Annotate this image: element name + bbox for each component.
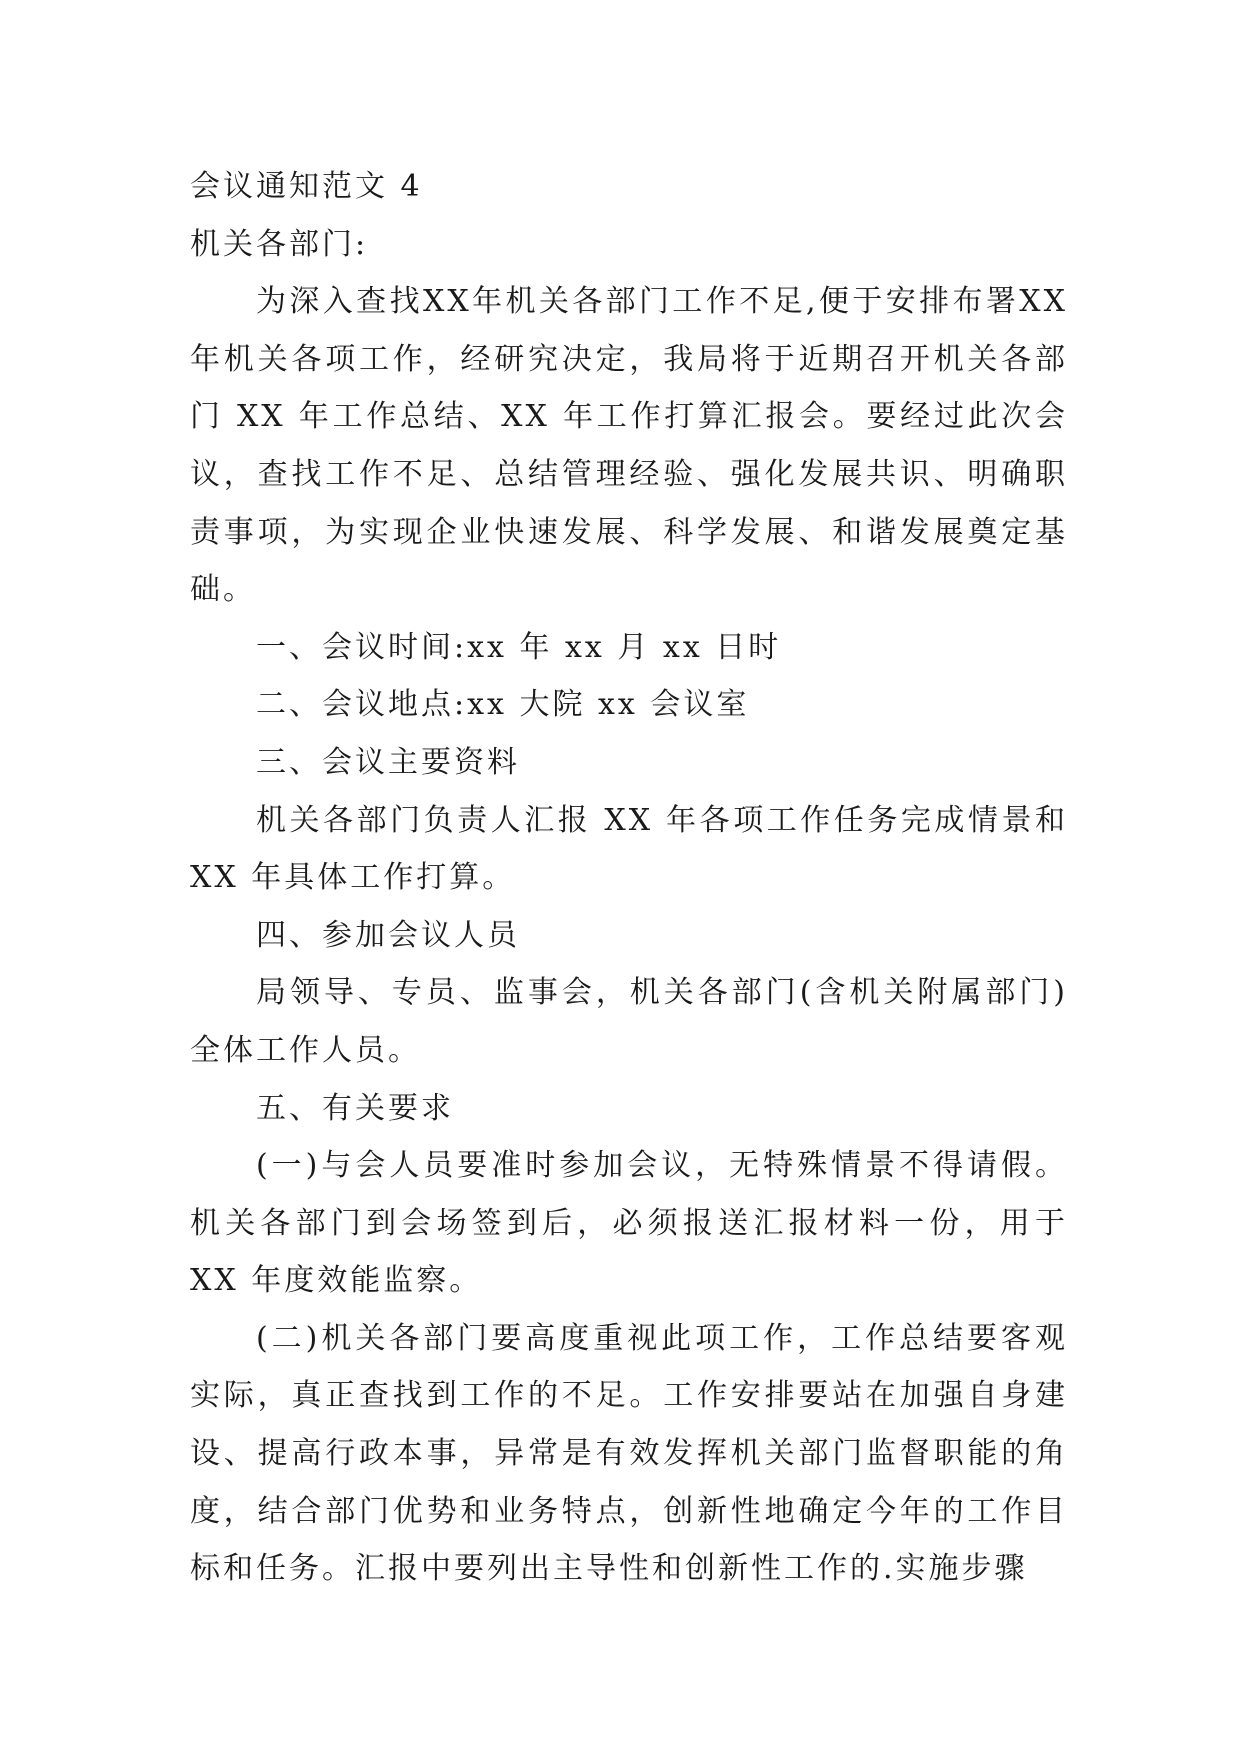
paragraph-requirement-1: (一)与会人员要准时参加会议，无特殊情景不得请假。机关各部门到会场签到后，必须报送汇报材料一份，用于 XX 年度效能监察。: [190, 1148, 1068, 1299]
paragraph-intro: 为深入查找XX年机关各部门工作不足,便于安排布署XX年机关各项工作，经研究决定，我局将于近期召开机关各部门 XX 年工作总结、XX 年工作打算汇报会。要经过此次会议，查找工作不足、总结管理经验、强化发展共识、明确职责事项，为实现企业快速发展、科学发展、和谐发展奠定基础。: [190, 284, 1068, 608]
salutation: 机关各部门:: [190, 226, 369, 262]
item-meeting-content-heading: 三、会议主要资料: [256, 744, 520, 780]
document-body: [190, 158, 1068, 1598]
paragraph-meeting-content: 机关各部门负责人汇报 XX 年各项工作任务完成情景和 XX 年具体工作打算。: [190, 802, 1068, 896]
paragraph-attendees: 局领导、专员、监事会，机关各部门(含机关附属部门)全体工作人员。: [190, 975, 1068, 1068]
document-title: 会议通知范文 4: [190, 169, 423, 204]
paragraph-requirement-2: (二)机关各部门要高度重视此项工作，工作总结要客观实际，真正查找到工作的不足。工作安排要站在加强自身建设、提高行政本事，异常是有效发挥机关部门监督职能的角度，结合部门优势和业务特点，创新性地确定今年的工作目标和任务。汇报中要列出主导性和创新性工作的.实施步骤: [190, 1320, 1068, 1587]
item-meeting-time: 一、会议时间:xx 年 xx 月 xx 日时: [256, 629, 782, 665]
item-requirements-heading: 五、有关要求: [256, 1090, 454, 1126]
item-meeting-place: 二、会议地点:xx 大院 xx 会议室: [256, 687, 750, 723]
item-attendees-heading: 四、参加会议人员: [256, 917, 520, 953]
